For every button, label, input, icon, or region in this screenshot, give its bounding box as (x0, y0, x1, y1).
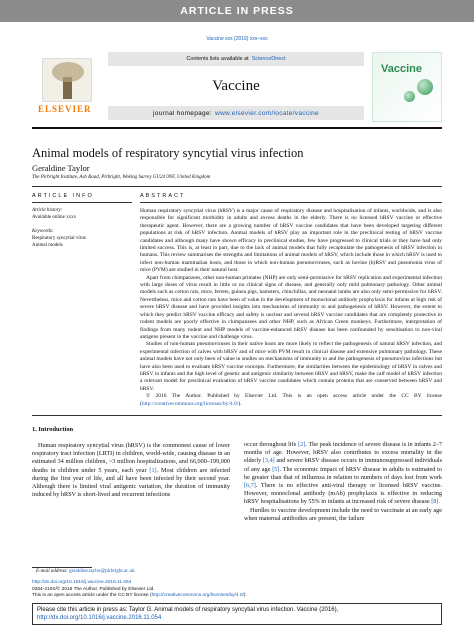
abstract-rule (140, 202, 442, 203)
citation-link[interactable]: [5] (272, 465, 280, 473)
abstract-paragraph: Studies of non-human pneumoviruses in their native hosts are more likely to reflect the pathogenesis of natural hRSV infection, and experimental infection of calves with bRSV and of mice with PVM result in clinical disease and extensive pulmonary pathology. These animal models have not only been of value in studies on mechanisms of immunity to and the pathogenesis of pneumovirus infections but have also been used to evaluate hRSV vaccine concepts. Furthermore, the similarities between the epidemiology of bRSV in calves and hRSV in infants and the high level of genetic and antigenic similarity between bRSV and hRSV, make the calf model of bRSV infection a relevant model for preclinical evaluation of hRSV vaccine candidates which contain proteins that are conserved between hRSV and bRSV. (140, 341, 442, 392)
author-affiliation: The Pirbright Institute, Ash Road, Pirbright, Woking Surrey GU24 0NF, United Kingdom (32, 175, 211, 180)
keyword-item: Respiratory syncytial virus (32, 236, 86, 241)
sciencedirect-link[interactable]: ScienceDirect (251, 56, 286, 62)
citation-link[interactable]: [8] (431, 498, 439, 506)
homepage-link[interactable]: www.elsevier.com/locate/vaccine (215, 109, 319, 117)
citation-doi-link[interactable]: http://dx.doi.org/10.1016/j.vaccine.2016.11.054 (37, 615, 162, 621)
citation-link[interactable]: [1] (149, 466, 157, 474)
citation-link[interactable]: [6,7] (244, 482, 256, 490)
elsevier-logo[interactable] (32, 52, 102, 122)
license-statement: © 2016 The Author. Published by Elsevier Ltd. This is an open access article under the CC BY license (http://creativecommons.org/licenses/by/4.0/). (140, 393, 442, 407)
author-email-footnote: E-mail address: geraldine.taylor@pirbright.ac.uk (36, 569, 135, 574)
article-title: Animal models of respiratory syncytial virus infection (32, 146, 304, 160)
intro-paragraph: occur throughout life [2]. The peak incidence of severe disease is in infants 2–7 months of age. However, hRSV also contributes to excess mortality in the elderly [3,4] and severe hRSV disease occurs in immunosuppressed individuals of any age [5]. The economic impact of hRSV disease in adults is estimated to be greater than that of influenza in relation to numbers of days lost from work [6,7]. There is no effective anti-viral therapy or licensed hRSV vaccine. However, monoclonal antibody (mAb) prophylaxis is effective in reducing hRSV hospitalisations by 55% in infants at increased risk of severe disease [8]. (244, 441, 443, 506)
abstract-paragraph: Apart from chimpanzees, other non-human primates (NHP) are only semi-permissive for hRSV replication and experimental infection with large doses of virus result in little or no clinical signs of disease, and generally only mild pulmonary pathology. Other animal models such as cotton rats, mice, ferrets, guinea pigs, hamsters, chinchillas, and neonatal lambs are also only semi-permissive for hRSV. Nevertheless, mice and cotton rats have been of value in the development of monoclonal antibody prophylaxis for infants at high risk of severe hRSV disease and have provided insights into mechanisms of immunity to and pathogenesis of hRSV. However, the extent to which they predict hRSV vaccine efficacy and safety is unclear and several hRSV vaccine candidates that are completely protective in rodent models are poorly effective in chimpanzees and other NHP, such as African Green monkeys. Furthermore, interpretation of findings from many rodent and NHP models of vaccine-enhanced hRSV disease has been confounded by sensitisation to non-viral antigens present in the vaccine and challenge virus. (140, 274, 442, 340)
elsevier-wordmark: ELSEVIER (38, 104, 92, 114)
section-heading-introduction: 1. Introduction (32, 426, 74, 433)
body-column-left (32, 442, 230, 499)
homepage-prefix: journal homepage: (153, 109, 212, 117)
abstract-body (140, 208, 442, 408)
article-info-rule (32, 202, 132, 203)
journal-masthead (32, 52, 442, 122)
citation-box (32, 603, 442, 625)
journal-cover-thumbnail[interactable] (372, 52, 442, 122)
body-column-right (244, 441, 442, 523)
intro-paragraph: Human respiratory syncytial virus (hRSV) is the commonest cause of lower respiratory tract infection (LRTI) in children, world-wide, causing disease in an estimated 34 million children, >3 million hospitalizations, and 66,000–199,000 deaths in children under 5 years, each year [1]. Most children are infected during the first year of life, and all have been infected by their second year. Although there is limited viral antigenic variation, the duration of immunity induced by hRSV is short-lived and recurrent infections (32, 442, 230, 499)
doi-block (32, 580, 247, 600)
author-email-link[interactable]: geraldine.taylor@pirbright.ac.uk (69, 569, 135, 574)
journal-header-box (108, 52, 364, 122)
abstract-heading: ABSTRACT (140, 193, 186, 199)
article-info-heading: ARTICLE INFO (32, 193, 94, 199)
open-access-line: This is an open access article under the CC BY license (http://creativecommons.org/licenses/by/4.0/). (32, 593, 247, 598)
elsevier-tree-icon (42, 58, 92, 102)
license-link[interactable]: http://creativecommons.org/licenses/by/4.0/ (141, 400, 239, 407)
journal-name: Vaccine (212, 77, 260, 94)
history-label: Article history: (32, 208, 63, 213)
author-name[interactable]: Geraldine Taylor (32, 163, 90, 173)
virus-particle-icon (404, 91, 415, 102)
header-divider (32, 186, 442, 187)
keywords-label: Keywords: (32, 229, 54, 234)
article-in-press-banner: ARTICLE IN PRESS (0, 0, 474, 22)
contents-prefix: Contents lists available at (186, 56, 249, 62)
license-link[interactable]: http://creativecommons.org/licenses/by/4.0/ (151, 593, 244, 598)
abstract-bottom-rule (32, 415, 442, 416)
abstract-paragraph: Human respiratory syncytial virus (hRSV) is a major cause of respiratory disease and hospitalisation of infants, worldwide, and is also responsible for significant morbidity in adults and excess deaths in the elderly. There is no licensed hRSV vaccine or effective therapeutic agent. However, there are a growing number of hRSV vaccine candidates that have been developed targeting different populations at risk of hRSV infection. Animal models of hRSV play an important role in the preclinical testing of hRSV vaccine candidates and although many have shown efficacy in preclinical studies, few have progressed to clinical trials or they have had only limited success. This is, at least in part, due to the lack of animal models that fully recapitulate the pathogenesis of hRSV infection in humans. This review summarises the strengths and limitations of animal models of hRSV, which include those in which hRSV is used to infect non-human mammalian hosts, and those in which non-human pneumoviruses, such as bovine (b)RSV and pneumonia virus of mice (PVM) are studied in their natural host. (140, 208, 442, 274)
history-value: Available online xxxx (32, 215, 77, 220)
cover-title: Vaccine (381, 63, 422, 75)
doi-link[interactable]: http://dx.doi.org/10.1016/j.vaccine.2016.11.054 (32, 580, 132, 585)
contents-line (108, 52, 364, 66)
journal-homepage-line (108, 106, 364, 120)
citation-link[interactable]: [3,4] (262, 457, 275, 465)
citation-link[interactable]: [2] (298, 441, 306, 448)
footnote-rule (32, 567, 92, 568)
citation-text: Please cite this article in press as: Taylor G. Animal models of respiratory syncytial virus infection. Vaccine (2016), (37, 607, 339, 613)
keyword-item: Animal models (32, 243, 63, 248)
virus-particle-icon (417, 79, 433, 95)
copyright-line: 0264-410X/© 2016 The Author. Published by Elsevier Ltd. (32, 586, 155, 592)
masthead-rule (32, 127, 442, 129)
intro-paragraph: Hurdles to vaccine development include the need to vaccinate at an early age when maternal antibodies are present, the failure (244, 506, 442, 522)
journal-reference[interactable]: Vaccine xxx (2016) xxx–xxx (206, 36, 268, 42)
article-info-panel (32, 207, 132, 249)
